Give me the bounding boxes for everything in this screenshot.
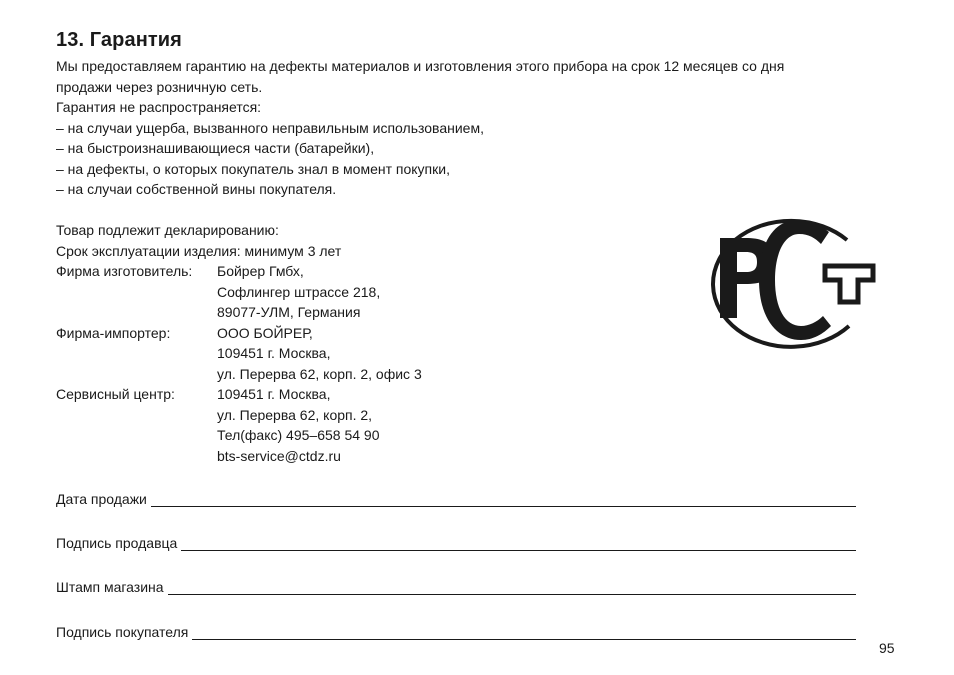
address-line: ул. Перерва 62, корп. 2, — [217, 406, 373, 423]
phone-line: Тел(факс) 495–658 54 90 — [217, 427, 380, 443]
intro-line: продажи через розничную сеть. — [56, 78, 263, 95]
address-line: Бойрер Гмбх, — [217, 263, 304, 279]
sale-date-line[interactable] — [151, 492, 856, 507]
address-line: Софлингер штрассе 218, — [217, 283, 381, 300]
importer-row — [56, 323, 422, 385]
importer-label: Фирма-импортер: — [56, 324, 171, 341]
exclusion-item: – на быстроизнашивающиеся части (батарейки), — [56, 140, 375, 156]
buyer-signature-line[interactable] — [192, 625, 856, 640]
service-life-line: Срок эксплуатации изделия: минимум 3 лет — [56, 242, 342, 259]
exclusion-item: – на дефекты, о которых покупатель знал в момент покупки, — [56, 160, 450, 177]
manufacturer-address — [217, 261, 380, 323]
page-number: 95 — [879, 640, 895, 656]
manufacturer-label: Фирма изготовитель: — [56, 263, 193, 279]
intro-line: Мы предоставляем гарантию на дефекты материалов и изготовления этого прибора на срок 12 месяцев со дня — [56, 58, 785, 74]
seller-signature-label: Подпись продавца — [56, 535, 178, 551]
shop-stamp-label: Штамп магазина — [56, 579, 164, 595]
sale-date-field[interactable] — [56, 487, 856, 507]
address-line: 109451 г. Москва, — [217, 345, 331, 361]
service-center-row — [56, 384, 422, 466]
address-line: 109451 г. Москва, — [217, 386, 331, 402]
address-line: ООО БОЙРЕР, — [217, 324, 313, 341]
service-center-address — [217, 384, 379, 466]
buyer-signature-field[interactable] — [56, 620, 856, 640]
service-center-label: Сервисный центр: — [56, 386, 175, 402]
intro-line: Гарантия не распространяется: — [56, 99, 262, 115]
importer-address — [217, 323, 422, 385]
address-line: 89077-УЛМ, Германия — [217, 304, 361, 320]
seller-signature-field[interactable] — [56, 531, 856, 551]
warranty-intro — [56, 56, 886, 200]
shop-stamp-line[interactable] — [168, 580, 856, 595]
rst-certification-mark-icon — [697, 210, 879, 356]
exclusion-item: – на случаи собственной вины покупателя. — [56, 181, 337, 197]
seller-signature-line[interactable] — [181, 536, 856, 551]
declaration-block — [56, 220, 422, 466]
email-line: bts-service@ctdz.ru — [217, 447, 341, 464]
buyer-signature-label: Подпись покупателя — [56, 624, 189, 640]
address-line: ул. Перерва 62, корп. 2, офис 3 — [217, 365, 422, 382]
declaration-line: Товар подлежит декларированию: — [56, 222, 279, 238]
shop-stamp-field[interactable] — [56, 575, 856, 595]
section-title: 13. Гарантия — [56, 29, 182, 51]
manufacturer-row — [56, 261, 422, 323]
sale-date-label: Дата продажи — [56, 491, 147, 507]
exclusion-item: – на случаи ущерба, вызванного неправильным использованием, — [56, 119, 484, 136]
